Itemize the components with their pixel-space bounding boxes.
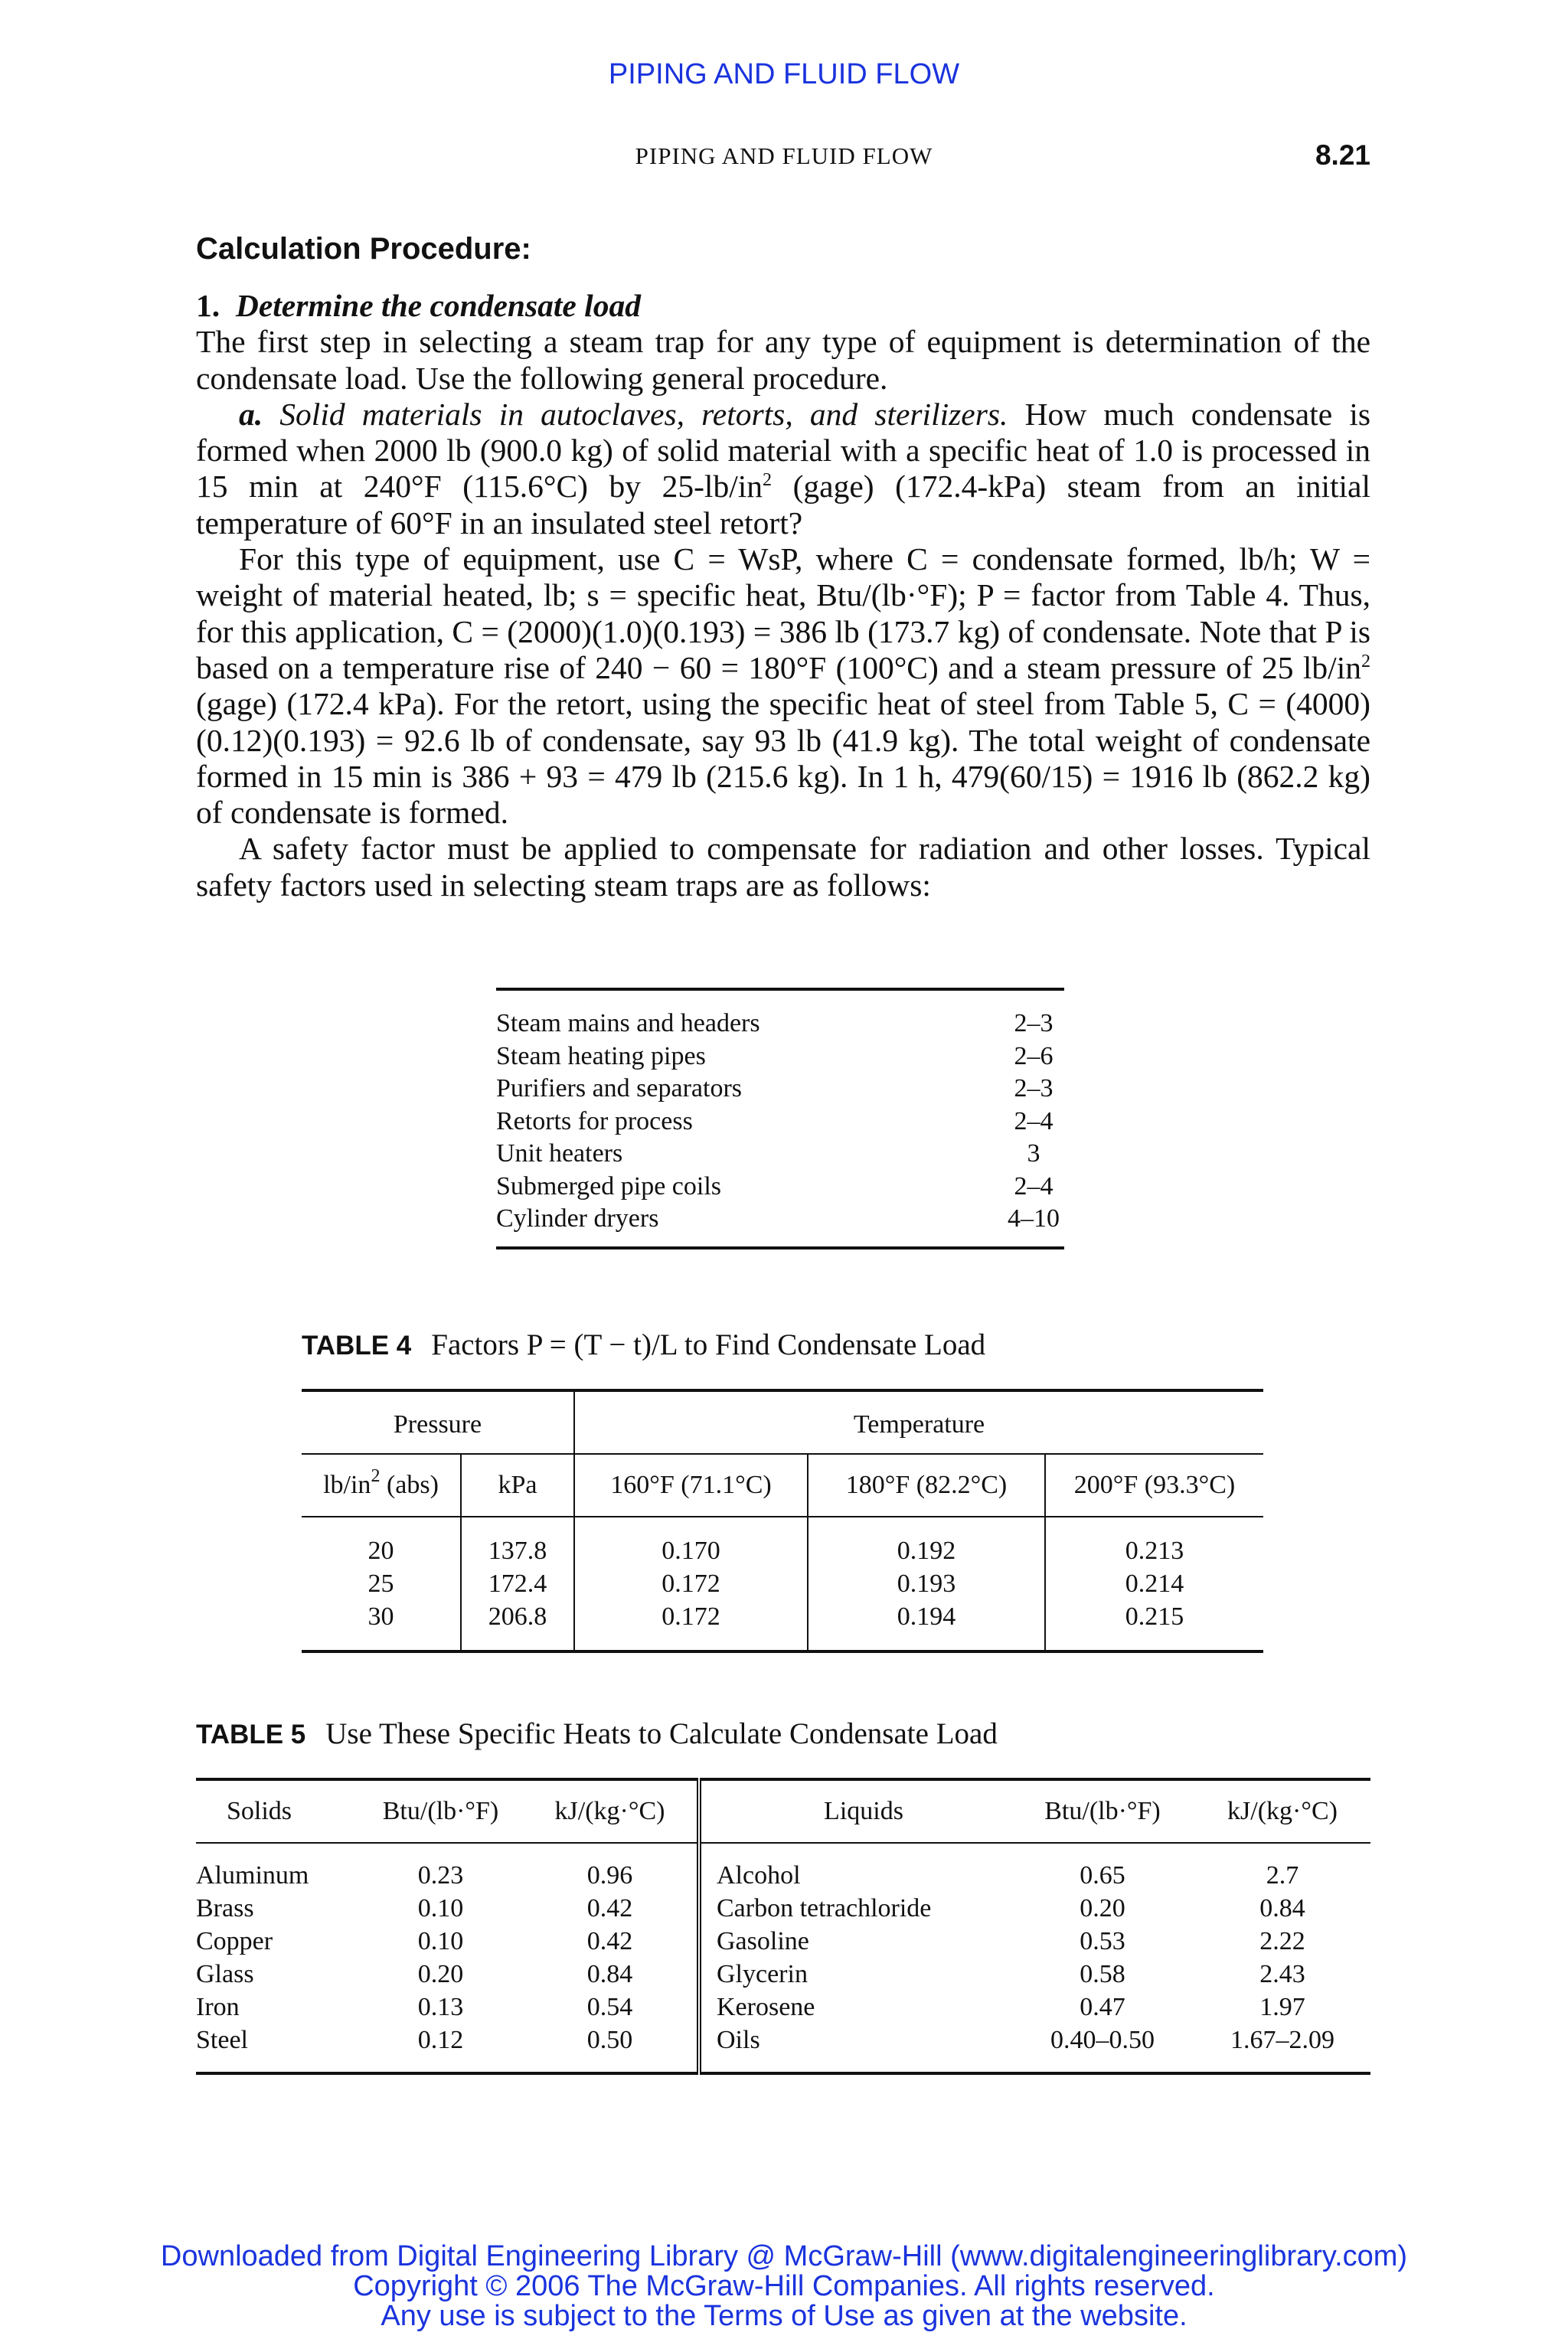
table5-col-liquids: Liquids bbox=[699, 1779, 1011, 1843]
safety-value: 3 bbox=[1027, 1139, 1040, 1168]
table4-cell-t2: 0.192 bbox=[808, 1517, 1045, 1567]
table4-row bbox=[302, 1517, 1263, 1567]
question-text-a: How much condensate is formed when 2000 lb (900.0 kg) of solid material with a specific heat of 1.0 is processed in 15 min at 240°F (115.6°C) by 25-lb/in bbox=[196, 396, 1370, 505]
table5-cell-solid-kj: 0.50 bbox=[586, 2025, 633, 2054]
question-paragraph bbox=[196, 397, 1370, 541]
question-superscript: 2 bbox=[763, 470, 773, 491]
table5-row bbox=[196, 1843, 1370, 1892]
table4-group-temperature: Temperature bbox=[574, 1390, 1263, 1454]
top-link-header[interactable]: PIPING AND FLUID FLOW bbox=[608, 58, 960, 90]
table5-cell-solid-btu: 0.20 bbox=[417, 1959, 464, 1988]
safety-factor-table bbox=[496, 988, 1064, 1250]
table5-row bbox=[196, 2024, 1370, 2073]
table5-row bbox=[196, 1892, 1370, 1925]
table5-caption-text: Use These Specific Heats to Calculate Condensate Load bbox=[325, 1717, 998, 1750]
subheading bbox=[239, 397, 1008, 432]
table5-caption bbox=[196, 1717, 998, 1751]
table5-cell-liquid-kj: 2.43 bbox=[1259, 1959, 1305, 1988]
table5-header bbox=[196, 1779, 1370, 1843]
safety-factor-row bbox=[496, 1171, 1064, 1204]
table5-cell-liquid-kj: 2.22 bbox=[1259, 1926, 1305, 1955]
safety-value: 2–3 bbox=[1014, 1074, 1054, 1102]
table5-cell-liquid-btu: 0.20 bbox=[1080, 1893, 1125, 1922]
table4-cell-kpa: 172.4 bbox=[461, 1567, 574, 1600]
step-heading bbox=[196, 288, 1370, 324]
table5-row bbox=[196, 1958, 1370, 1991]
table4-column-header bbox=[302, 1454, 1263, 1517]
table5-cell-solid: Iron bbox=[196, 1992, 240, 2021]
safety-factor-row bbox=[496, 1008, 1064, 1040]
body-text bbox=[196, 288, 1370, 903]
table4-cell-t3: 0.215 bbox=[1045, 1600, 1263, 1651]
table5-cell-liquid-kj: 1.67–2.09 bbox=[1230, 2025, 1334, 2054]
table4-caption-text: Factors P = (T − t)/L to Find Condensate Load bbox=[431, 1328, 986, 1361]
safety-value: 4–10 bbox=[1008, 1204, 1060, 1233]
table4-col-psi: $lb/in^2$ (abs) bbox=[302, 1454, 461, 1517]
table4-cell-t2: 0.193 bbox=[808, 1567, 1045, 1600]
table4-cell-psi: 20 bbox=[368, 1536, 394, 1565]
table5-cell-liquid: Carbon tetrachloride bbox=[699, 1892, 1011, 1925]
table5-col-kj: kJ/(kg·°C) bbox=[523, 1779, 699, 1843]
table4-cell-t2: 0.194 bbox=[808, 1600, 1045, 1651]
safety-value: 2–6 bbox=[1014, 1041, 1054, 1070]
safety-value: 2–3 bbox=[1014, 1009, 1054, 1037]
safety-item: Unit heaters bbox=[496, 1139, 623, 1168]
table4-row bbox=[302, 1600, 1263, 1651]
step-number: 1. bbox=[196, 288, 220, 323]
table5-cell-liquid-btu: 0.47 bbox=[1080, 1992, 1125, 2021]
safety-item: Steam mains and headers bbox=[496, 1009, 760, 1037]
table4-col-kpa: kPa bbox=[461, 1454, 574, 1517]
table4-col-t3: 200°F (93.3°C) bbox=[1045, 1454, 1263, 1517]
table5-cell-solid: Steel bbox=[196, 2025, 248, 2054]
table5-cell-liquid: Gasoline bbox=[699, 1925, 1011, 1958]
safety-item: Retorts for process bbox=[496, 1106, 693, 1135]
footer-copyright: Copyright © 2006 The McGraw-Hill Companies. All rights reserved. bbox=[353, 2270, 1215, 2302]
equation-text-b: (gage) (172.4 kPa). For the retort, using the specific heat of steel from Table 5, C = (4000)(0.12)(0.193) = 92.6 lb of condensate, say 93 lb (41.9 kg). The total weight of condensate formed in 15 min is 386 + 93 = 479 lb (215.6 kg). In 1 h, 479(60/15) = 1916 lb (862.2 kg) of condensate is formed. bbox=[196, 686, 1370, 831]
safety-value: 2–4 bbox=[1014, 1106, 1054, 1135]
footer-terms[interactable]: Any use is subject to the Terms of Use as given at the website. bbox=[381, 2300, 1187, 2332]
table5-cell-solid-kj: 0.84 bbox=[586, 1959, 633, 1988]
safety-factor-row bbox=[496, 1040, 1064, 1073]
page-number: 8.21 bbox=[1315, 139, 1370, 171]
table5-cell-solid-btu: 0.13 bbox=[417, 1992, 464, 2021]
table5-row bbox=[196, 1925, 1370, 1958]
table5-cell-liquid-btu: 0.40–0.50 bbox=[1050, 2025, 1155, 2054]
table5-cell-liquid: Kerosene bbox=[699, 1991, 1011, 2024]
table5-col-solids: Solids bbox=[196, 1779, 358, 1843]
footer-download-link[interactable]: Downloaded from Digital Engineering Library @ McGraw-Hill (www.digitalengineeringlibrary.com) bbox=[160, 2240, 1408, 2272]
table4-cell-psi: 25 bbox=[368, 1569, 394, 1598]
table4-group-header bbox=[302, 1390, 1263, 1454]
table5-cell-liquid-btu: 0.53 bbox=[1080, 1926, 1125, 1955]
table5-cell-liquid: Glycerin bbox=[699, 1958, 1011, 1991]
table5-cell-solid: Glass bbox=[196, 1959, 254, 1988]
table5-cell-solid-kj: 0.42 bbox=[586, 1893, 633, 1922]
table5-cell-liquid-kj: 2.7 bbox=[1266, 1860, 1299, 1890]
table5-label: TABLE 5 bbox=[196, 1720, 306, 1749]
table5-cell-solid-kj: 0.96 bbox=[586, 1860, 633, 1890]
table4-caption bbox=[302, 1328, 985, 1362]
step-title: Determine the condensate load bbox=[235, 288, 641, 323]
safety-item: Purifiers and separators bbox=[496, 1074, 743, 1102]
table4-cell-kpa: 137.8 bbox=[461, 1517, 574, 1567]
table5-cell-solid: Aluminum bbox=[196, 1860, 309, 1890]
question-text-b: (gage) (172.4-kPa) steam from an initial temperature of 60°F in an insulated steel retort? bbox=[196, 469, 1370, 541]
running-head: PIPING AND FLUID FLOW bbox=[635, 142, 933, 169]
safety-factor-row bbox=[496, 1203, 1064, 1236]
table5-cell-solid-btu: 0.10 bbox=[417, 1926, 464, 1955]
table5-cell-solid: Brass bbox=[196, 1893, 254, 1922]
table4 bbox=[302, 1389, 1263, 1653]
section-title: Calculation Procedure: bbox=[196, 232, 531, 266]
safety-factor-row bbox=[496, 1138, 1064, 1171]
table4-label: TABLE 4 bbox=[302, 1331, 412, 1361]
equation-text-a: For this type of equipment, use C = WsP, where C = condensate formed, lb/h; W = weight of material heated, lb; s = specific heat, Btu/(lb·°F); P = factor from Table 4. Thus, for this application, C = (2000)(1.0)(0.193) = 386 lb (173.7 kg) of condensate. Note that P is based on a temperature rise of 240 − 60 = 180°F (100°C) and a steam pressure of 25 lb/in bbox=[196, 541, 1370, 685]
table4-group-pressure: Pressure bbox=[302, 1390, 574, 1454]
table5 bbox=[196, 1778, 1370, 2075]
table4-cell-t1: 0.170 bbox=[574, 1517, 808, 1567]
table5-cell-liquid-btu: 0.65 bbox=[1080, 1860, 1125, 1890]
table5-cell-solid-kj: 0.54 bbox=[586, 1992, 633, 2021]
table4-cell-psi: 30 bbox=[368, 1602, 394, 1631]
table5-col-btu2: Btu/(lb·°F) bbox=[1011, 1779, 1194, 1843]
safety-factor-row bbox=[496, 1073, 1064, 1106]
table4-cell-t1: 0.172 bbox=[574, 1600, 808, 1651]
safety-paragraph: A safety factor must be applied to compensate for radiation and other losses. Typical safety factors used in selecting steam traps are as follows: bbox=[196, 831, 1370, 903]
table5-cell-solid-kj: 0.42 bbox=[586, 1926, 633, 1955]
table4-col-t1: 160°F (71.1°C) bbox=[574, 1454, 808, 1517]
table4-row bbox=[302, 1567, 1263, 1600]
table5-cell-liquid-kj: 1.97 bbox=[1259, 1992, 1305, 2021]
footer bbox=[0, 2242, 1568, 2331]
table4-col-t2: 180°F (82.2°C) bbox=[808, 1454, 1045, 1517]
safety-item: Submerged pipe coils bbox=[496, 1171, 721, 1200]
table5-cell-solid-btu: 0.23 bbox=[417, 1860, 464, 1890]
safety-item: Cylinder dryers bbox=[496, 1204, 659, 1233]
table4-cell-t1: 0.172 bbox=[574, 1567, 808, 1600]
safety-value: 2–4 bbox=[1014, 1171, 1054, 1200]
safety-item: Steam heating pipes bbox=[496, 1041, 706, 1070]
table5-cell-solid: Copper bbox=[196, 1926, 273, 1955]
table4-cell-t3: 0.213 bbox=[1045, 1517, 1263, 1567]
table5-cell-liquid-btu: 0.58 bbox=[1080, 1959, 1125, 1988]
sub-title: Solid materials in autoclaves, retorts, and sterilizers. bbox=[279, 396, 1008, 432]
safety-factor-row bbox=[496, 1106, 1064, 1138]
table5-row bbox=[196, 1991, 1370, 2024]
table4-cell-t3: 0.214 bbox=[1045, 1567, 1263, 1600]
table5-cell-solid-btu: 0.12 bbox=[417, 2025, 464, 2054]
table5-cell-liquid-kj: 0.84 bbox=[1259, 1893, 1305, 1922]
table5-cell-liquid: Alcohol bbox=[699, 1843, 1011, 1892]
sub-letter: a. bbox=[239, 396, 263, 432]
table5-col-btu: Btu/(lb·°F) bbox=[358, 1779, 523, 1843]
intro-paragraph: The first step in selecting a steam trap for any type of equipment is determination of the condensate load. Use the following general procedure. bbox=[196, 324, 1370, 396]
equation-paragraph bbox=[196, 541, 1370, 831]
table4-cell-kpa: 206.8 bbox=[461, 1600, 574, 1651]
table5-cell-liquid: Oils bbox=[699, 2024, 1011, 2073]
table5-col-kj2: kJ/(kg·°C) bbox=[1194, 1779, 1370, 1843]
table5-cell-solid-btu: 0.10 bbox=[417, 1893, 464, 1922]
equation-superscript: 2 bbox=[1361, 651, 1370, 671]
